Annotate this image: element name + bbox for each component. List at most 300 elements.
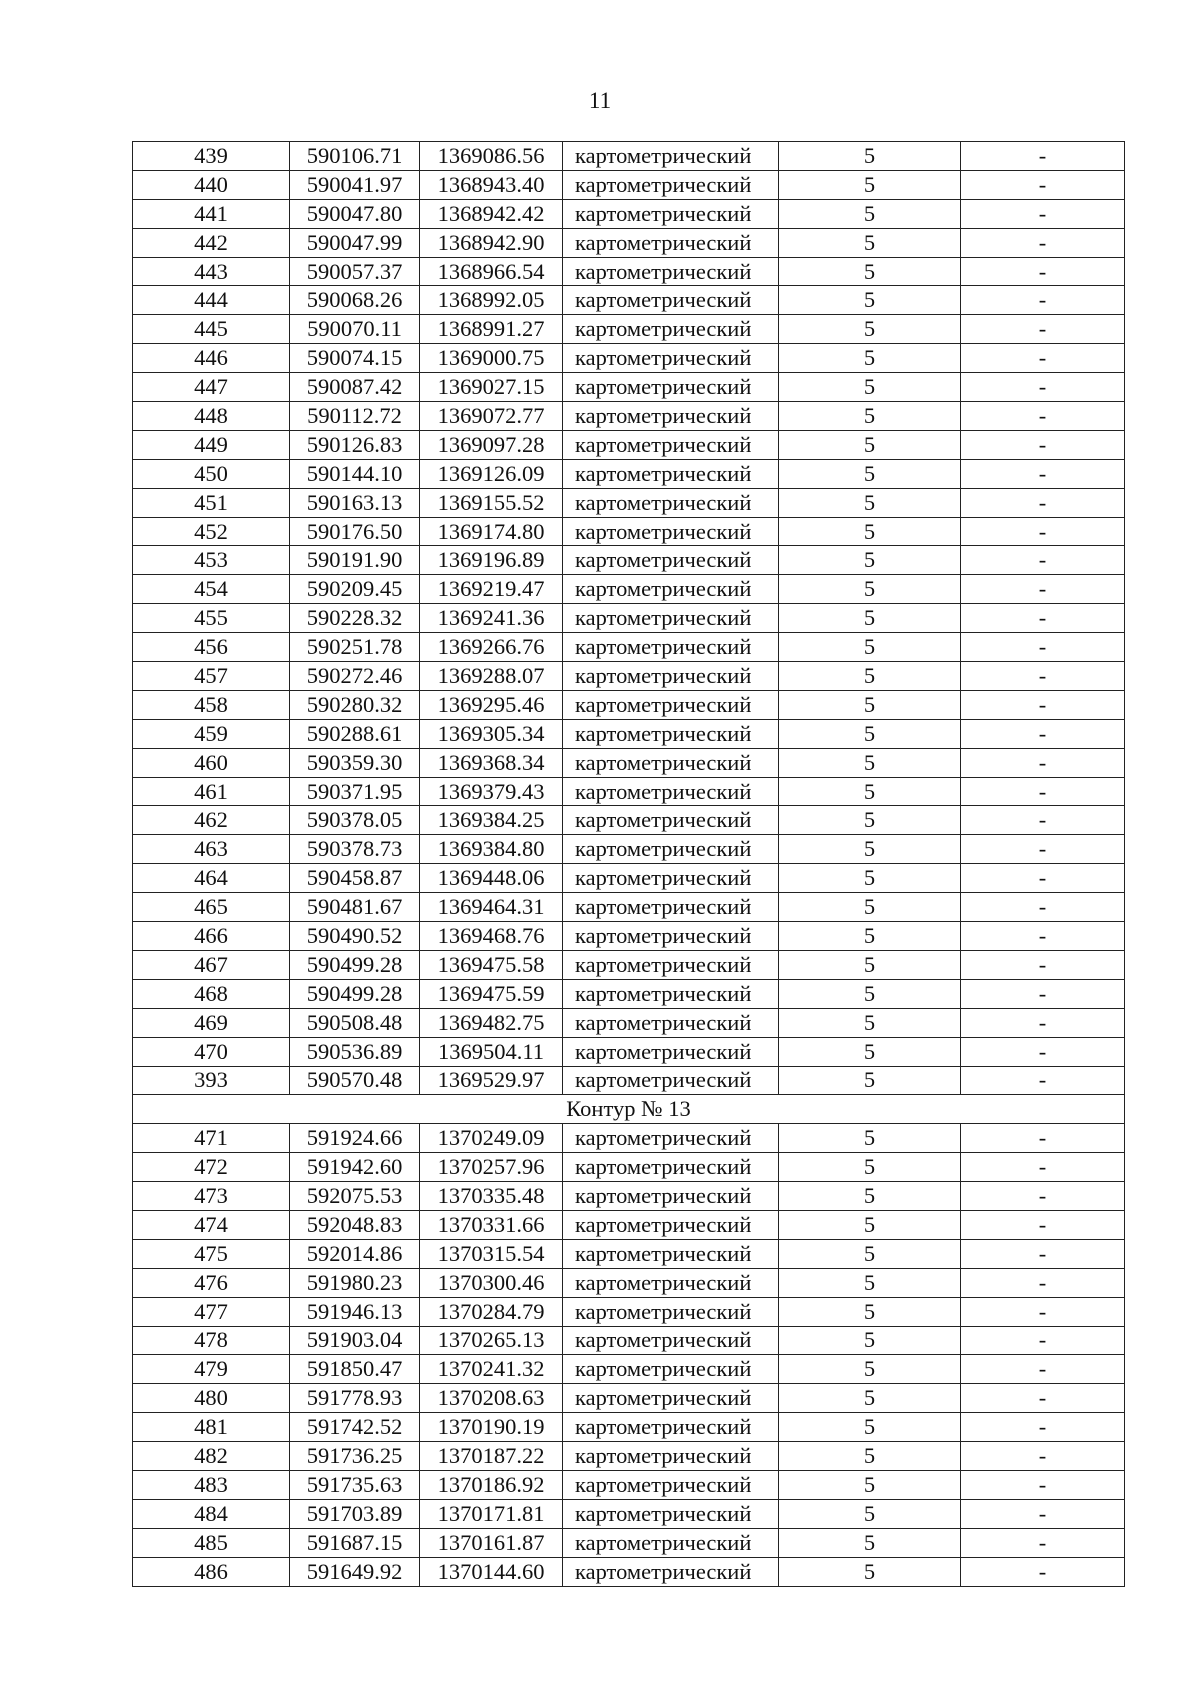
method-cell: картометрический [563,1008,779,1037]
description-cell: - [961,1239,1125,1268]
method-cell: картометрический [563,402,779,431]
y-coordinate-cell: 1370161.87 [420,1528,563,1557]
x-coordinate-cell: 590106.71 [290,142,420,171]
accuracy-cell: 5 [779,864,961,893]
point-number-cell: 463 [133,835,290,864]
description-cell: - [961,257,1125,286]
point-number-cell: 458 [133,690,290,719]
y-coordinate-cell: 1370331.66 [420,1210,563,1239]
description-cell: - [961,1413,1125,1442]
table-row [133,1008,1125,1037]
table-row [133,199,1125,228]
accuracy-cell: 5 [779,1153,961,1182]
x-coordinate-cell: 590176.50 [290,517,420,546]
point-number-cell: 393 [133,1066,290,1095]
x-coordinate-cell: 590068.26 [290,286,420,315]
y-coordinate-cell: 1370186.92 [420,1470,563,1499]
table-row [133,922,1125,951]
table-row [133,1210,1125,1239]
description-cell: - [961,604,1125,633]
y-coordinate-cell: 1368966.54 [420,257,563,286]
method-cell: картометрический [563,893,779,922]
description-cell: - [961,1384,1125,1413]
description-cell: - [961,546,1125,575]
table-row [133,1153,1125,1182]
description-cell: - [961,893,1125,922]
table-row [133,1037,1125,1066]
method-cell: картометрический [563,662,779,691]
method-cell: картометрический [563,1066,779,1095]
accuracy-cell: 5 [779,922,961,951]
table-row [133,719,1125,748]
accuracy-cell: 5 [779,748,961,777]
description-cell: - [961,1326,1125,1355]
accuracy-cell: 5 [779,1528,961,1557]
method-cell: картометрический [563,835,779,864]
table-row [133,315,1125,344]
accuracy-cell: 5 [779,1297,961,1326]
x-coordinate-cell: 590458.87 [290,864,420,893]
x-coordinate-cell: 590378.73 [290,835,420,864]
x-coordinate-cell: 591687.15 [290,1528,420,1557]
x-coordinate-cell: 591778.93 [290,1384,420,1413]
x-coordinate-cell: 590490.52 [290,922,420,951]
table-row [133,633,1125,662]
accuracy-cell: 5 [779,662,961,691]
x-coordinate-cell: 590163.13 [290,488,420,517]
accuracy-cell: 5 [779,1384,961,1413]
y-coordinate-cell: 1369126.09 [420,459,563,488]
point-number-cell: 481 [133,1413,290,1442]
x-coordinate-cell: 590288.61 [290,719,420,748]
y-coordinate-cell: 1368991.27 [420,315,563,344]
y-coordinate-cell: 1369000.75 [420,344,563,373]
table-row [133,1182,1125,1211]
point-number-cell: 459 [133,719,290,748]
description-cell: - [961,517,1125,546]
description-cell: - [961,633,1125,662]
table-row [133,1239,1125,1268]
accuracy-cell: 5 [779,1355,961,1384]
table-row [133,748,1125,777]
accuracy-cell: 5 [779,1268,961,1297]
section-label: Контур № 13 [133,1095,1125,1124]
x-coordinate-cell: 590047.99 [290,228,420,257]
x-coordinate-cell: 590087.42 [290,373,420,402]
x-coordinate-cell: 591942.60 [290,1153,420,1182]
accuracy-cell: 5 [779,1210,961,1239]
method-cell: картометрический [563,748,779,777]
method-cell: картометрический [563,1384,779,1413]
method-cell: картометрический [563,1557,779,1586]
method-cell: картометрический [563,575,779,604]
method-cell: картометрический [563,1268,779,1297]
description-cell: - [961,142,1125,171]
y-coordinate-cell: 1369475.59 [420,979,563,1008]
accuracy-cell: 5 [779,257,961,286]
x-coordinate-cell: 590508.48 [290,1008,420,1037]
accuracy-cell: 5 [779,1124,961,1153]
description-cell: - [961,777,1125,806]
y-coordinate-cell: 1369219.47 [420,575,563,604]
description-cell: - [961,199,1125,228]
table-row [133,950,1125,979]
description-cell: - [961,1557,1125,1586]
x-coordinate-cell: 590126.83 [290,430,420,459]
table-row [133,690,1125,719]
y-coordinate-cell: 1369384.80 [420,835,563,864]
y-coordinate-cell: 1369027.15 [420,373,563,402]
y-coordinate-cell: 1370171.81 [420,1499,563,1528]
table-row [133,373,1125,402]
table-row [133,1557,1125,1586]
description-cell: - [961,1210,1125,1239]
method-cell: картометрический [563,1210,779,1239]
accuracy-cell: 5 [779,402,961,431]
description-cell: - [961,315,1125,344]
point-number-cell: 469 [133,1008,290,1037]
method-cell: картометрический [563,430,779,459]
table-row [133,1297,1125,1326]
y-coordinate-cell: 1368992.05 [420,286,563,315]
point-number-cell: 439 [133,142,290,171]
method-cell: картометрический [563,257,779,286]
method-cell: картометрический [563,1499,779,1528]
point-number-cell: 450 [133,459,290,488]
description-cell: - [961,690,1125,719]
table-row [133,1442,1125,1471]
accuracy-cell: 5 [779,1442,961,1471]
point-number-cell: 483 [133,1470,290,1499]
x-coordinate-cell: 591742.52 [290,1413,420,1442]
table-row [133,1066,1125,1095]
accuracy-cell: 5 [779,806,961,835]
x-coordinate-cell: 590074.15 [290,344,420,373]
accuracy-cell: 5 [779,979,961,1008]
accuracy-cell: 5 [779,575,961,604]
point-number-cell: 444 [133,286,290,315]
table-row [133,806,1125,835]
x-coordinate-cell: 590378.05 [290,806,420,835]
description-cell: - [961,979,1125,1008]
x-coordinate-cell: 590047.80 [290,199,420,228]
method-cell: картометрический [563,488,779,517]
table-row [133,893,1125,922]
accuracy-cell: 5 [779,199,961,228]
y-coordinate-cell: 1368943.40 [420,170,563,199]
table-row [133,604,1125,633]
method-cell: картометрический [563,1470,779,1499]
point-number-cell: 448 [133,402,290,431]
x-coordinate-cell: 590499.28 [290,950,420,979]
method-cell: картометрический [563,1153,779,1182]
method-cell: картометрический [563,228,779,257]
table-row [133,402,1125,431]
x-coordinate-cell: 590228.32 [290,604,420,633]
point-number-cell: 475 [133,1239,290,1268]
x-coordinate-cell: 590359.30 [290,748,420,777]
description-cell: - [961,950,1125,979]
x-coordinate-cell: 590112.72 [290,402,420,431]
point-number-cell: 467 [133,950,290,979]
point-number-cell: 465 [133,893,290,922]
description-cell: - [961,1066,1125,1095]
accuracy-cell: 5 [779,1037,961,1066]
page-number: 11 [588,88,612,113]
description-cell: - [961,1153,1125,1182]
table-row [133,488,1125,517]
x-coordinate-cell: 591980.23 [290,1268,420,1297]
method-cell: картометрический [563,546,779,575]
table-row [133,517,1125,546]
accuracy-cell: 5 [779,373,961,402]
y-coordinate-cell: 1369086.56 [420,142,563,171]
accuracy-cell: 5 [779,459,961,488]
x-coordinate-cell: 590251.78 [290,633,420,662]
x-coordinate-cell: 590371.95 [290,777,420,806]
description-cell: - [961,748,1125,777]
y-coordinate-cell: 1368942.42 [420,199,563,228]
y-coordinate-cell: 1369475.58 [420,950,563,979]
table-row [133,979,1125,1008]
point-number-cell: 482 [133,1442,290,1471]
point-number-cell: 443 [133,257,290,286]
x-coordinate-cell: 591946.13 [290,1297,420,1326]
y-coordinate-cell: 1369448.06 [420,864,563,893]
method-cell: картометрический [563,1355,779,1384]
method-cell: картометрический [563,170,779,199]
point-number-cell: 442 [133,228,290,257]
description-cell: - [961,1297,1125,1326]
accuracy-cell: 5 [779,1499,961,1528]
y-coordinate-cell: 1370144.60 [420,1557,563,1586]
table-row [133,1384,1125,1413]
method-cell: картометрический [563,1413,779,1442]
accuracy-cell: 5 [779,690,961,719]
method-cell: картометрический [563,1182,779,1211]
description-cell: - [961,170,1125,199]
y-coordinate-cell: 1369305.34 [420,719,563,748]
x-coordinate-cell: 590209.45 [290,575,420,604]
x-coordinate-cell: 591850.47 [290,1355,420,1384]
x-coordinate-cell: 591736.25 [290,1442,420,1471]
accuracy-cell: 5 [779,719,961,748]
x-coordinate-cell: 592048.83 [290,1210,420,1239]
method-cell: картометрический [563,690,779,719]
point-number-cell: 476 [133,1268,290,1297]
point-number-cell: 486 [133,1557,290,1586]
y-coordinate-cell: 1369295.46 [420,690,563,719]
method-cell: картометрический [563,459,779,488]
point-number-cell: 461 [133,777,290,806]
accuracy-cell: 5 [779,893,961,922]
y-coordinate-cell: 1370208.63 [420,1384,563,1413]
point-number-cell: 455 [133,604,290,633]
description-cell: - [961,1037,1125,1066]
point-number-cell: 452 [133,517,290,546]
y-coordinate-cell: 1369288.07 [420,662,563,691]
description-cell: - [961,1124,1125,1153]
description-cell: - [961,228,1125,257]
description-cell: - [961,1442,1125,1471]
accuracy-cell: 5 [779,950,961,979]
table-row [133,1528,1125,1557]
y-coordinate-cell: 1370187.22 [420,1442,563,1471]
point-number-cell: 456 [133,633,290,662]
table-row [133,777,1125,806]
accuracy-cell: 5 [779,517,961,546]
y-coordinate-cell: 1369072.77 [420,402,563,431]
x-coordinate-cell: 590041.97 [290,170,420,199]
x-coordinate-cell: 591924.66 [290,1124,420,1153]
method-cell: картометрический [563,1239,779,1268]
x-coordinate-cell: 590191.90 [290,546,420,575]
method-cell: картометрический [563,633,779,662]
method-cell: картометрический [563,1124,779,1153]
point-number-cell: 449 [133,430,290,459]
coordinates-table [132,141,1125,1587]
accuracy-cell: 5 [779,1182,961,1211]
x-coordinate-cell: 590070.11 [290,315,420,344]
x-coordinate-cell: 590280.32 [290,690,420,719]
description-cell: - [961,1528,1125,1557]
x-coordinate-cell: 592075.53 [290,1182,420,1211]
point-number-cell: 474 [133,1210,290,1239]
table-row [133,459,1125,488]
method-cell: картометрический [563,806,779,835]
method-cell: картометрический [563,142,779,171]
method-cell: картометрический [563,950,779,979]
accuracy-cell: 5 [779,604,961,633]
y-coordinate-cell: 1369379.43 [420,777,563,806]
y-coordinate-cell: 1370265.13 [420,1326,563,1355]
point-number-cell: 480 [133,1384,290,1413]
y-coordinate-cell: 1369266.76 [420,633,563,662]
y-coordinate-cell: 1369097.28 [420,430,563,459]
table-row [133,257,1125,286]
y-coordinate-cell: 1369241.36 [420,604,563,633]
method-cell: картометрический [563,777,779,806]
x-coordinate-cell: 590481.67 [290,893,420,922]
point-number-cell: 478 [133,1326,290,1355]
description-cell: - [961,1268,1125,1297]
description-cell: - [961,430,1125,459]
point-number-cell: 471 [133,1124,290,1153]
point-number-cell: 477 [133,1297,290,1326]
accuracy-cell: 5 [779,1557,961,1586]
method-cell: картометрический [563,1297,779,1326]
accuracy-cell: 5 [779,315,961,344]
description-cell: - [961,662,1125,691]
method-cell: картометрический [563,1528,779,1557]
description-cell: - [961,864,1125,893]
point-number-cell: 479 [133,1355,290,1384]
y-coordinate-cell: 1370300.46 [420,1268,563,1297]
y-coordinate-cell: 1369174.80 [420,517,563,546]
description-cell: - [961,1470,1125,1499]
accuracy-cell: 5 [779,286,961,315]
description-cell: - [961,575,1125,604]
description-cell: - [961,1008,1125,1037]
accuracy-cell: 5 [779,488,961,517]
method-cell: картометрический [563,1442,779,1471]
point-number-cell: 440 [133,170,290,199]
y-coordinate-cell: 1370335.48 [420,1182,563,1211]
table-row [133,1268,1125,1297]
method-cell: картометрический [563,864,779,893]
point-number-cell: 470 [133,1037,290,1066]
description-cell: - [961,806,1125,835]
accuracy-cell: 5 [779,1326,961,1355]
y-coordinate-cell: 1370241.32 [420,1355,563,1384]
accuracy-cell: 5 [779,430,961,459]
accuracy-cell: 5 [779,777,961,806]
point-number-cell: 454 [133,575,290,604]
y-coordinate-cell: 1369464.31 [420,893,563,922]
x-coordinate-cell: 590272.46 [290,662,420,691]
table-row [133,662,1125,691]
description-cell: - [961,286,1125,315]
method-cell: картометрический [563,373,779,402]
y-coordinate-cell: 1369468.76 [420,922,563,951]
table-row [133,1470,1125,1499]
accuracy-cell: 5 [779,1470,961,1499]
coordinates-table-body [133,142,1125,1587]
point-number-cell: 457 [133,662,290,691]
x-coordinate-cell: 590536.89 [290,1037,420,1066]
table-row [133,1499,1125,1528]
x-coordinate-cell: 590144.10 [290,459,420,488]
method-cell: картометрический [563,199,779,228]
y-coordinate-cell: 1368942.90 [420,228,563,257]
x-coordinate-cell: 592014.86 [290,1239,420,1268]
x-coordinate-cell: 591649.92 [290,1557,420,1586]
table-row [133,575,1125,604]
point-number-cell: 484 [133,1499,290,1528]
point-number-cell: 468 [133,979,290,1008]
y-coordinate-cell: 1369504.11 [420,1037,563,1066]
accuracy-cell: 5 [779,142,961,171]
table-row [133,228,1125,257]
table-row [133,864,1125,893]
method-cell: картометрический [563,719,779,748]
point-number-cell: 446 [133,344,290,373]
description-cell: - [961,402,1125,431]
accuracy-cell: 5 [779,344,961,373]
point-number-cell: 462 [133,806,290,835]
method-cell: картометрический [563,1037,779,1066]
point-number-cell: 473 [133,1182,290,1211]
description-cell: - [961,1499,1125,1528]
table-row [133,546,1125,575]
table-row [133,1413,1125,1442]
x-coordinate-cell: 590499.28 [290,979,420,1008]
x-coordinate-cell: 590570.48 [290,1066,420,1095]
description-cell: - [961,719,1125,748]
table-row [133,835,1125,864]
table-row [133,1326,1125,1355]
description-cell: - [961,1182,1125,1211]
description-cell: - [961,373,1125,402]
point-number-cell: 472 [133,1153,290,1182]
x-coordinate-cell: 591703.89 [290,1499,420,1528]
accuracy-cell: 5 [779,1066,961,1095]
y-coordinate-cell: 1369368.34 [420,748,563,777]
point-number-cell: 460 [133,748,290,777]
accuracy-cell: 5 [779,170,961,199]
y-coordinate-cell: 1369155.52 [420,488,563,517]
point-number-cell: 445 [133,315,290,344]
